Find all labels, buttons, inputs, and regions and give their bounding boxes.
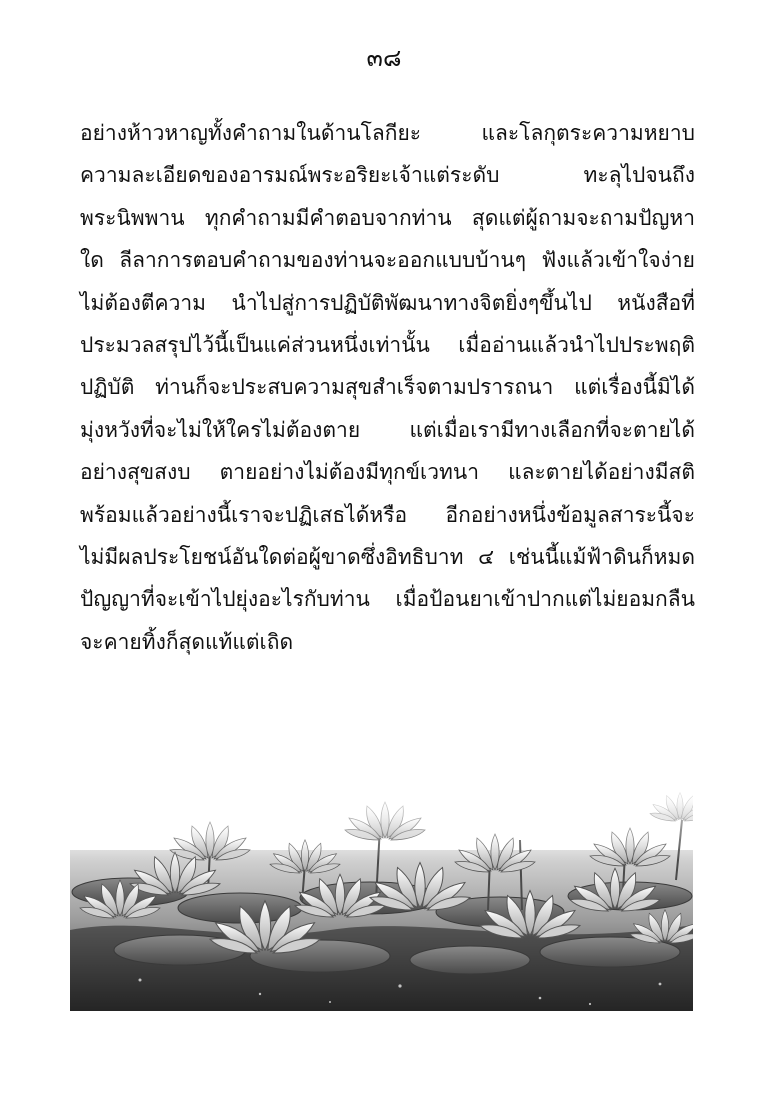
text-line: พระนิพพาน ทุกคำถามมีคำตอบจากท่าน สุดแต่ผู้ถามจะถามปัญหา xyxy=(80,205,695,230)
text-line: มุ่งหวังที่จะไม่ให้ใครไม่ต้องตาย แต่เมื่อเรามีทางเลือกที่จะตายได้ xyxy=(80,417,695,442)
text-line: ไม่มีผลประโยชน์อันใดต่อผู้ขาดซึ่งอิทธิบาท ๔ เช่นนี้แม้ฟ้าดินก็หมด xyxy=(80,544,695,569)
text-line: ใด ลีลาการตอบคำถามของท่านจะออกแบบบ้านๆ ฟังแล้วเข้าใจง่าย xyxy=(80,248,695,273)
body-paragraph xyxy=(80,112,695,663)
text-line: อย่างสุขสงบ ตายอย่างไม่ต้องมีทุกข์เวทนา และตายได้อย่างมีสติ xyxy=(80,460,695,485)
lotus-pond-illustration xyxy=(70,780,693,1011)
text-line: ไม่ต้องตีความ นำไปสู่การปฏิบัติพัฒนาทางจิตยิ่งๆขึ้นไป หนังสือที่ xyxy=(80,290,695,315)
text-line-last: จะคายทิ้งก็สุดแท้แต่เถิด xyxy=(80,629,294,654)
text-line: ปัญญาที่จะเข้าไปยุ่งอะไรกับท่าน เมื่อป้อนยาเข้าปากแต่ไม่ยอมกลืน xyxy=(80,587,695,612)
text-line: อย่างห้าวหาญทั้งคำถามในด้านโลกียะ และโลกุตระความหยาบ xyxy=(80,121,695,145)
text-line: พร้อมแล้วอย่างนี้เราจะปฏิเสธได้หรือ อีกอย่างหนึ่งข้อมูลสาระนี้จะ xyxy=(80,502,695,527)
text-line: ประมวลสรุปไว้นี้เป็นแค่ส่วนหนึ่งเท่านั้น เมื่ออ่านแล้วนำไปประพฤติ xyxy=(80,332,695,357)
text-line: ปฏิบัติ ท่านก็จะประสบความสุขสำเร็จตามปรารถนา แต่เรื่องนี้มิได้ xyxy=(80,375,695,400)
text-line: ความละเอียดของอารมณ์พระอริยะเจ้าแต่ระดับ ทะลุไปจนถึง xyxy=(80,163,695,188)
page-number: ๓๘ xyxy=(366,44,402,72)
